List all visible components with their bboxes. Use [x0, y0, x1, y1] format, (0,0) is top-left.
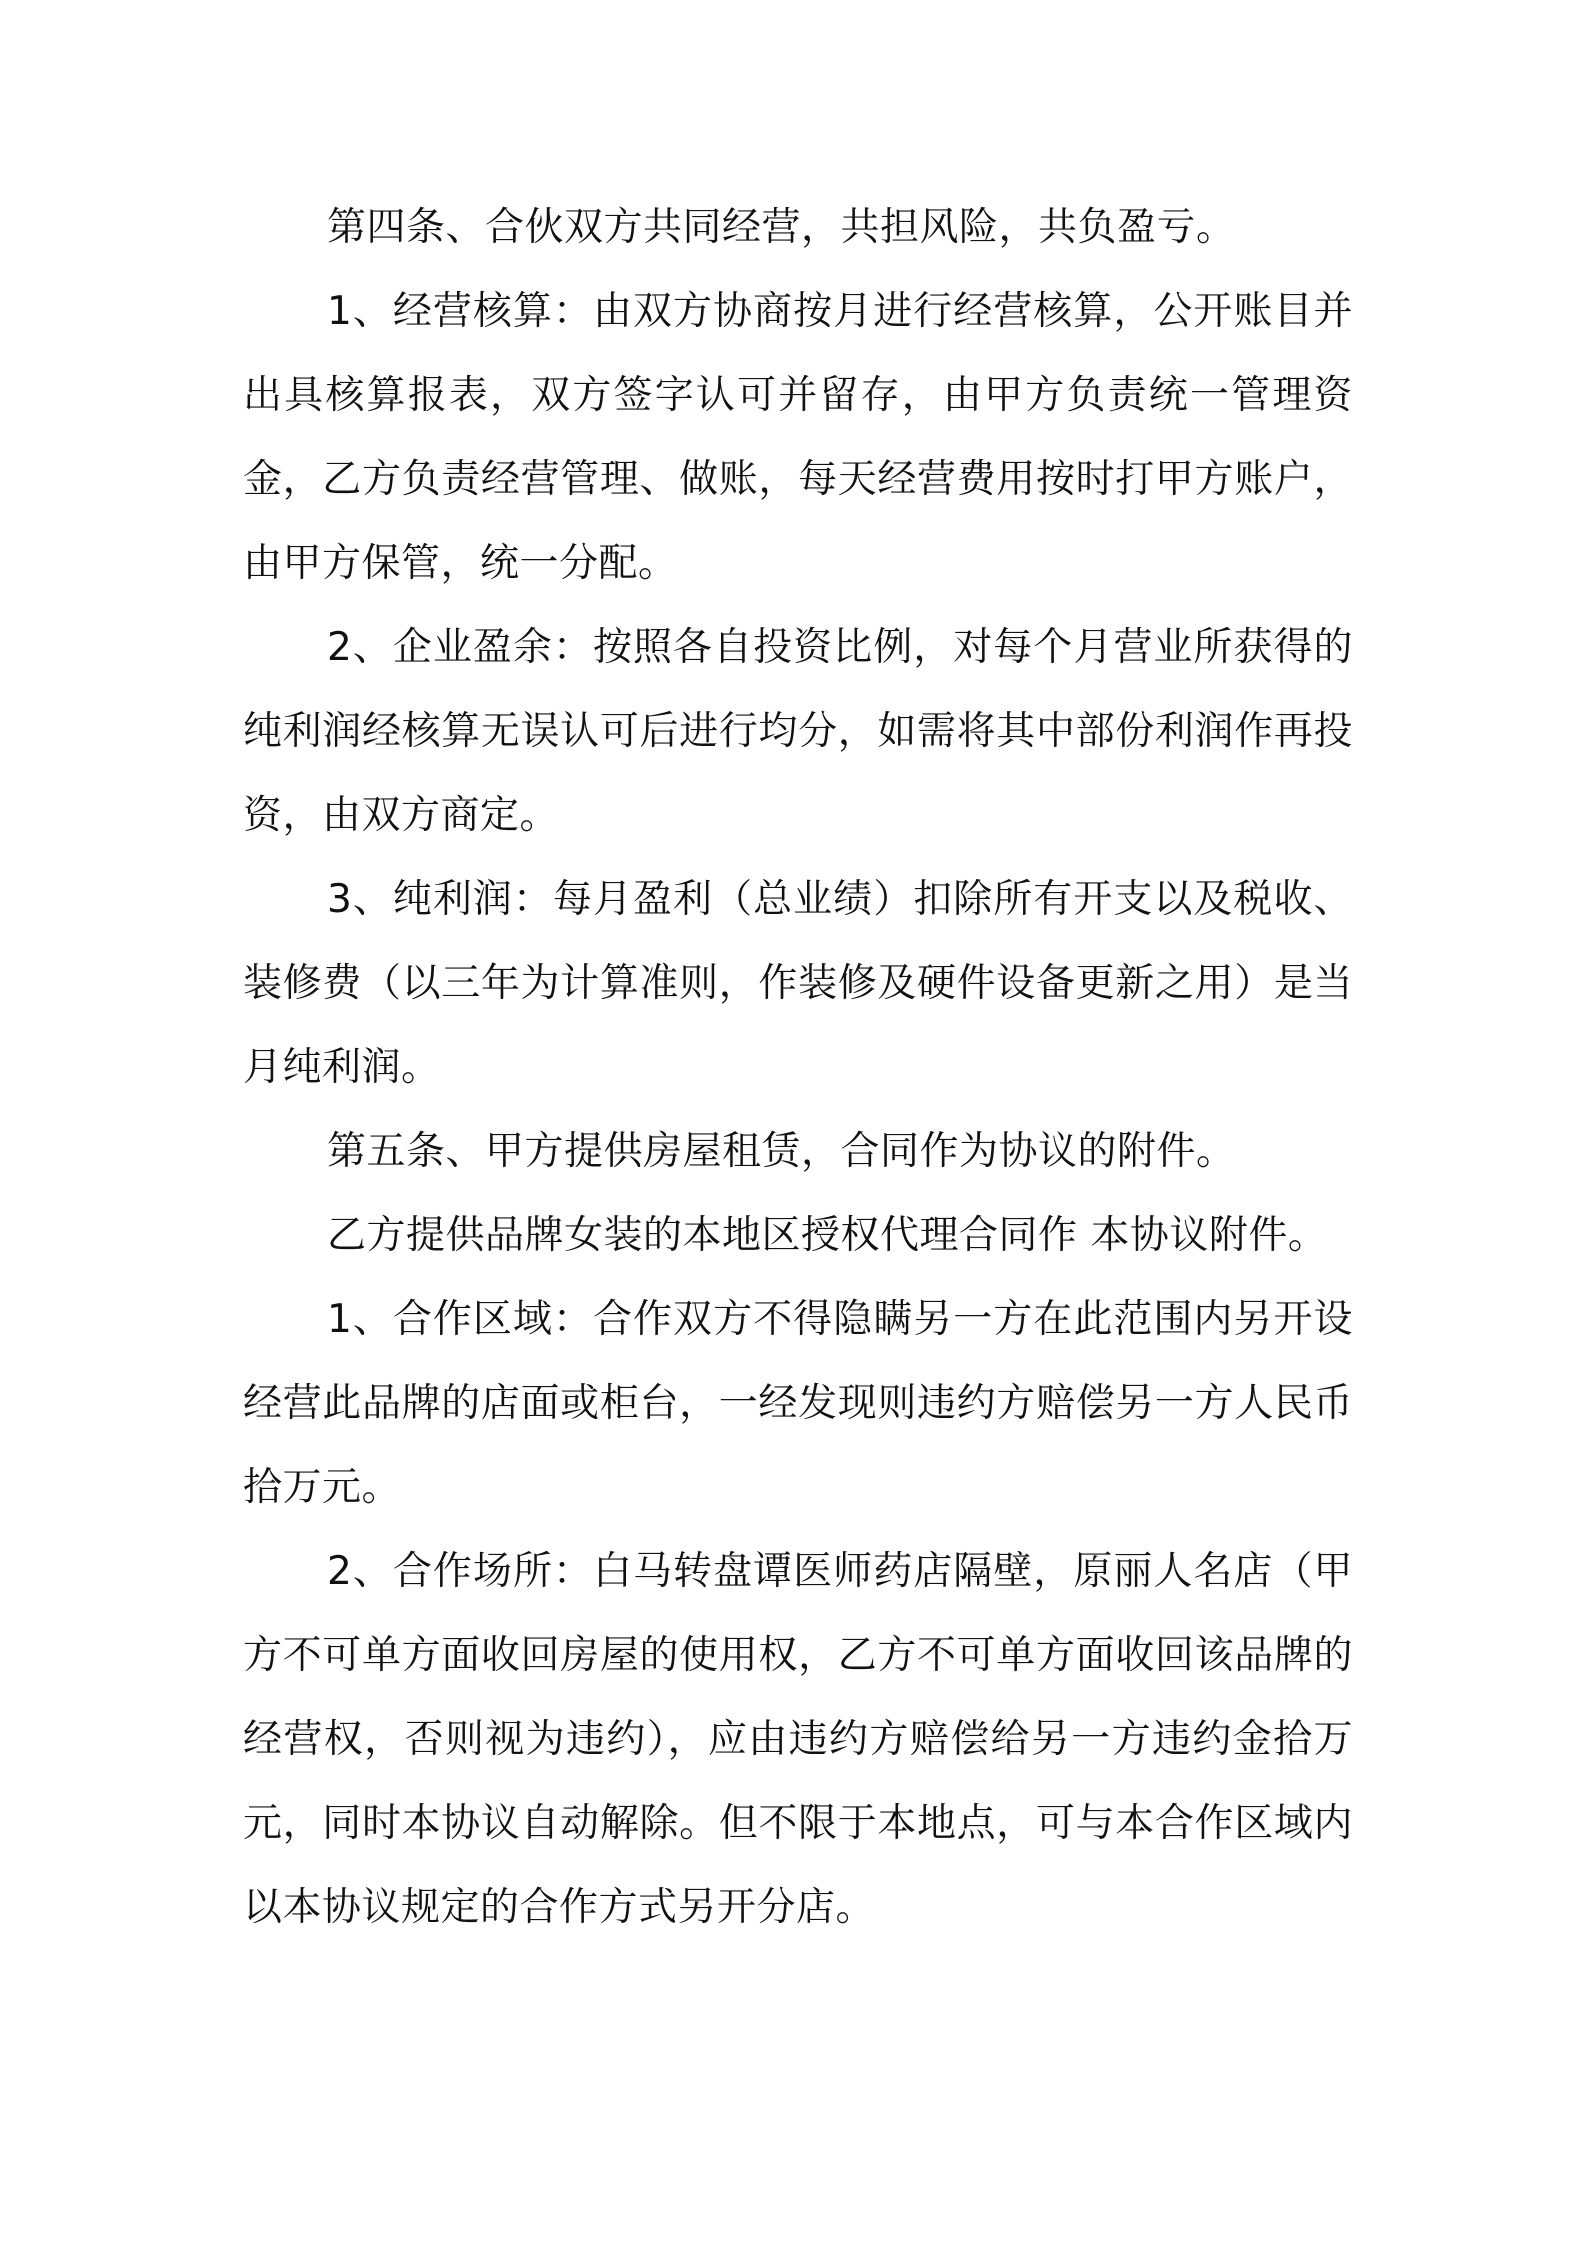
document-body: [243, 186, 1353, 1950]
paragraph-article-4: 第四条、合伙双方共同经营，共担风险，共负盈亏。: [327, 205, 1236, 250]
paragraph-article-5: 第五条、甲方提供房屋租赁，合同作为协议的附件。: [327, 1129, 1236, 1174]
paragraph-brand-license: 乙方提供品牌女装的本地区授权代理合同作 本协议附件。: [327, 1213, 1328, 1258]
paragraph-cooperation-venue: 2、合作场所：白马转盘谭医师药店隔壁，原丽人名店（甲方不可单方面收回房屋的使用权，乙方不可单方面收回该品牌的经营权，否则视为违约），应由违约方赔偿给另一方违约金拾万元，同时本协议自动解除。但不限于本地点，可与本合作区域内以本协议规定的合作方式另开分店。: [243, 1549, 1353, 1930]
paragraph-surplus: 2、企业盈余：按照各自投资比例，对每个月营业所获得的纯利润经核算无误认可后进行均分，如需将其中部份利润作再投资，由双方商定。: [243, 625, 1353, 838]
paragraph-cooperation-area: 1、合作区域：合作双方不得隐瞒另一方在此范围内另开设经营此品牌的店面或柜台，一经发现则违约方赔偿另一方人民币拾万元。: [243, 1297, 1353, 1510]
paragraph-net-profit: 3、纯利润：每月盈利（总业绩）扣除所有开支以及税收、装修费（以三年为计算准则，作装修及硬件设备更新之用）是当月纯利润。: [243, 877, 1353, 1090]
paragraph-accounting: 1、经营核算：由双方协商按月进行经营核算，公开账目并出具核算报表，双方签字认可并留存，由甲方负责统一管理资金，乙方负责经营管理、做账，每天经营费用按时打甲方账户，由甲方保管，统一分配。: [243, 289, 1353, 586]
